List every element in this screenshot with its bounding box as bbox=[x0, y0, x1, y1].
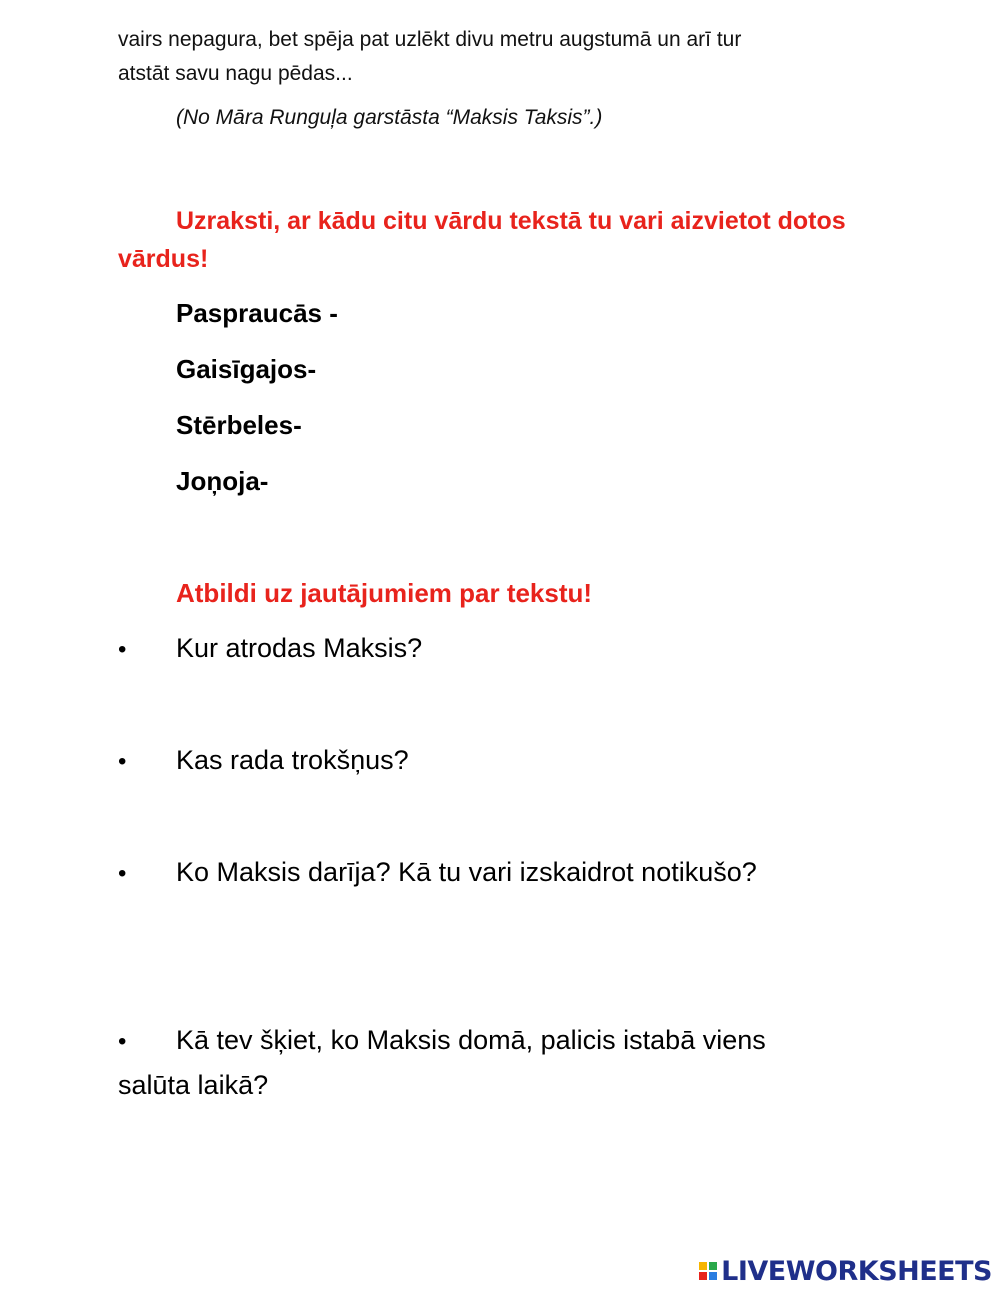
word-item: Joņoja- bbox=[176, 466, 269, 496]
logo-text: LIVEWORKSHEETS bbox=[721, 1255, 992, 1287]
question-item: Kur atrodas Maksis? bbox=[176, 633, 423, 663]
word-item: Paspraucās - bbox=[176, 298, 338, 328]
task1-heading-line-2: vārdus! bbox=[118, 245, 209, 273]
passage-source: (No Māra Runguļa garstāsta “Maksis Taksis”.) bbox=[176, 106, 603, 129]
word-item: Stērbeles- bbox=[176, 410, 302, 440]
task2-heading: Atbildi uz jautājumiem par tekstu! bbox=[176, 578, 593, 608]
question-item: Kas rada trokšņus? bbox=[176, 745, 409, 775]
question-item-continued: salūta laikā? bbox=[118, 1070, 269, 1100]
passage-line-2: atstāt savu nagu pēdas... bbox=[118, 62, 353, 85]
bullet-icon: • bbox=[118, 1028, 127, 1055]
question-item: Kā tev šķiet, ko Maksis domā, palicis istabā viens bbox=[176, 1025, 766, 1055]
passage-line-1: vairs nepagura, bet spēja pat uzlēkt divu metru augstumā un arī tur bbox=[118, 28, 742, 51]
liveworksheets-logo-icon bbox=[699, 1262, 717, 1280]
bullet-icon: • bbox=[118, 636, 127, 663]
question-item: Ko Maksis darīja? Kā tu vari izskaidrot notikušo? bbox=[176, 857, 757, 887]
word-item: Gaisīgajos- bbox=[176, 354, 317, 384]
liveworksheets-logo[interactable] bbox=[699, 1254, 992, 1288]
task1-heading-line-1: Uzraksti, ar kādu citu vārdu tekstā tu vari aizvietot dotos bbox=[176, 207, 846, 235]
bullet-icon: • bbox=[118, 860, 127, 887]
bullet-icon: • bbox=[118, 748, 127, 775]
